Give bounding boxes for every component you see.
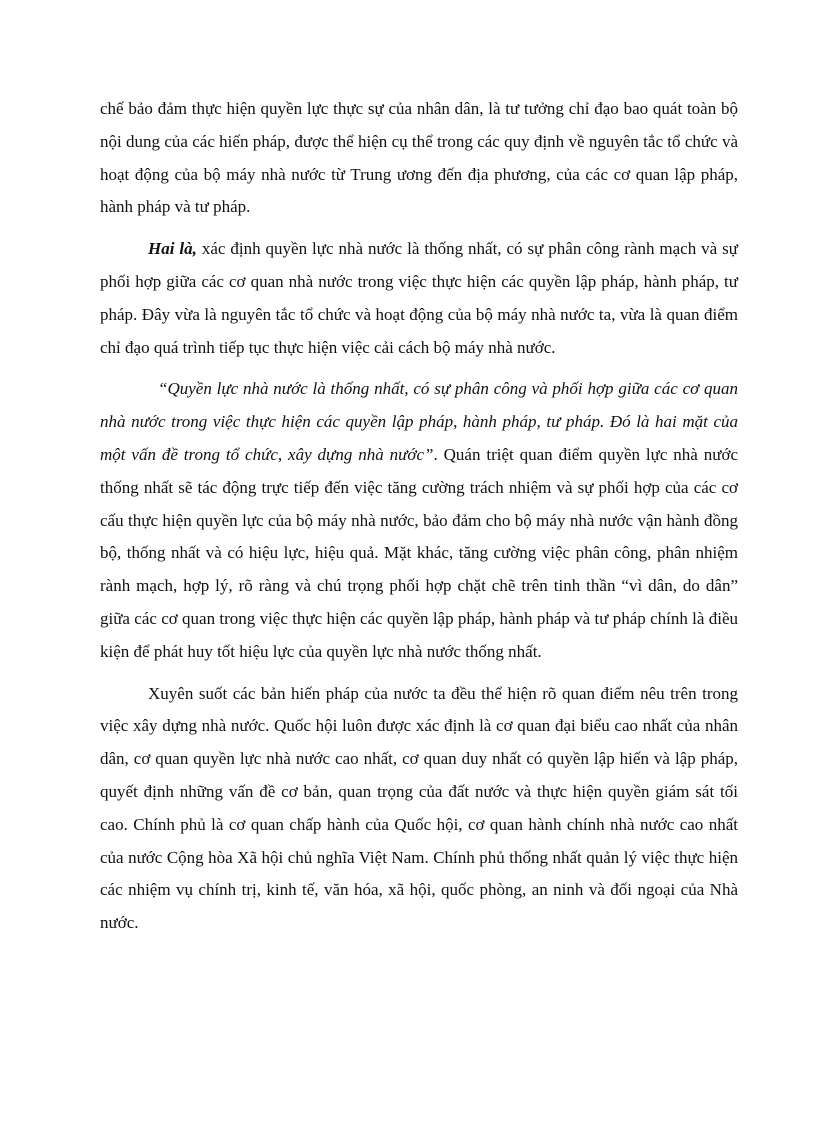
- paragraph-2-body: xác định quyền lực nhà nước là thống nhất, có sự phân công rành mạch và sự phối hợp giữa các cơ quan nhà nước trong việc thực hiện các quyền lập pháp, hành pháp, tư pháp. Đây vừa là nguyên tắc tổ chức và hoạt động của bộ máy nhà nước ta, vừa là quan điểm chỉ đạo quá trình tiếp tục thực hiện việc cải cách bộ máy nhà nước.: [100, 239, 738, 357]
- paragraph-3: [100, 373, 738, 668]
- document-page: [100, 93, 738, 949]
- paragraph-1: chế bảo đảm thực hiện quyền lực thực sự của nhân dân, là tư tưởng chỉ đạo bao quát toàn bộ nội dung của các hiến pháp, được thể hiện cụ thể trong các quy định về nguyên tắc tổ chức và hoạt động của bộ máy nhà nước từ Trung ương đến địa phương, của các cơ quan lập pháp, hành pháp và tư pháp.: [100, 99, 738, 217]
- paragraph-3-quote: “Quyền lực nhà nước là thống nhất, có sự phân công và phối hợp giữa các cơ quan nhà nước trong việc thực hiện các quyền lập pháp, hành pháp, tư pháp. Đó là hai mặt của một vấn đề trong tổ chức, xây dựng nhà nước”: [100, 379, 738, 464]
- paragraph-3-body: . Quán triệt quan điểm quyền lực nhà nước thống nhất sẽ tác động trực tiếp đến việc tăng cường trách nhiệm và sự phối hợp của các cơ cấu thực hiện quyền lực của bộ máy nhà nước, bảo đảm cho bộ máy nhà nước vận hành đồng bộ, thống nhất và có hiệu lực, hiệu quả. Mặt khác, tăng cường việc phân công, phân nhiệm rành mạch, hợp lý, rõ ràng và chú trọng phối hợp chặt chẽ trên tinh thần “vì dân, do dân” giữa các cơ quan trong việc thực hiện các quyền lập pháp, hành pháp và tư pháp chính là điều kiện để phát huy tốt hiệu lực của quyền lực nhà nước thống nhất.: [100, 444, 738, 661]
- paragraph-2: [100, 233, 738, 364]
- paragraph-4: Xuyên suốt các bản hiến pháp của nước ta đều thể hiện rõ quan điểm nêu trên trong việc xây dựng nhà nước. Quốc hội luôn được xác định là cơ quan đại biểu cao nhất của nhân dân, cơ quan quyền lực nhà nước cao nhất, cơ quan duy nhất có quyền lập hiến và lập pháp, quyết định những vấn đề cơ bản, quan trọng của đất nước và thực hiện quyền giám sát tối cao. Chính phủ là cơ quan chấp hành của Quốc hội, cơ quan hành chính nhà nước cao nhất của nước Cộng hòa Xã hội chủ nghĩa Việt Nam. Chính phủ thống nhất quản lý việc thực hiện các nhiệm vụ chính trị, kinh tế, văn hóa, xã hội, quốc phòng, an ninh và đối ngoại của Nhà nước.: [100, 683, 738, 933]
- paragraph-2-lead: Hai là,: [148, 239, 197, 259]
